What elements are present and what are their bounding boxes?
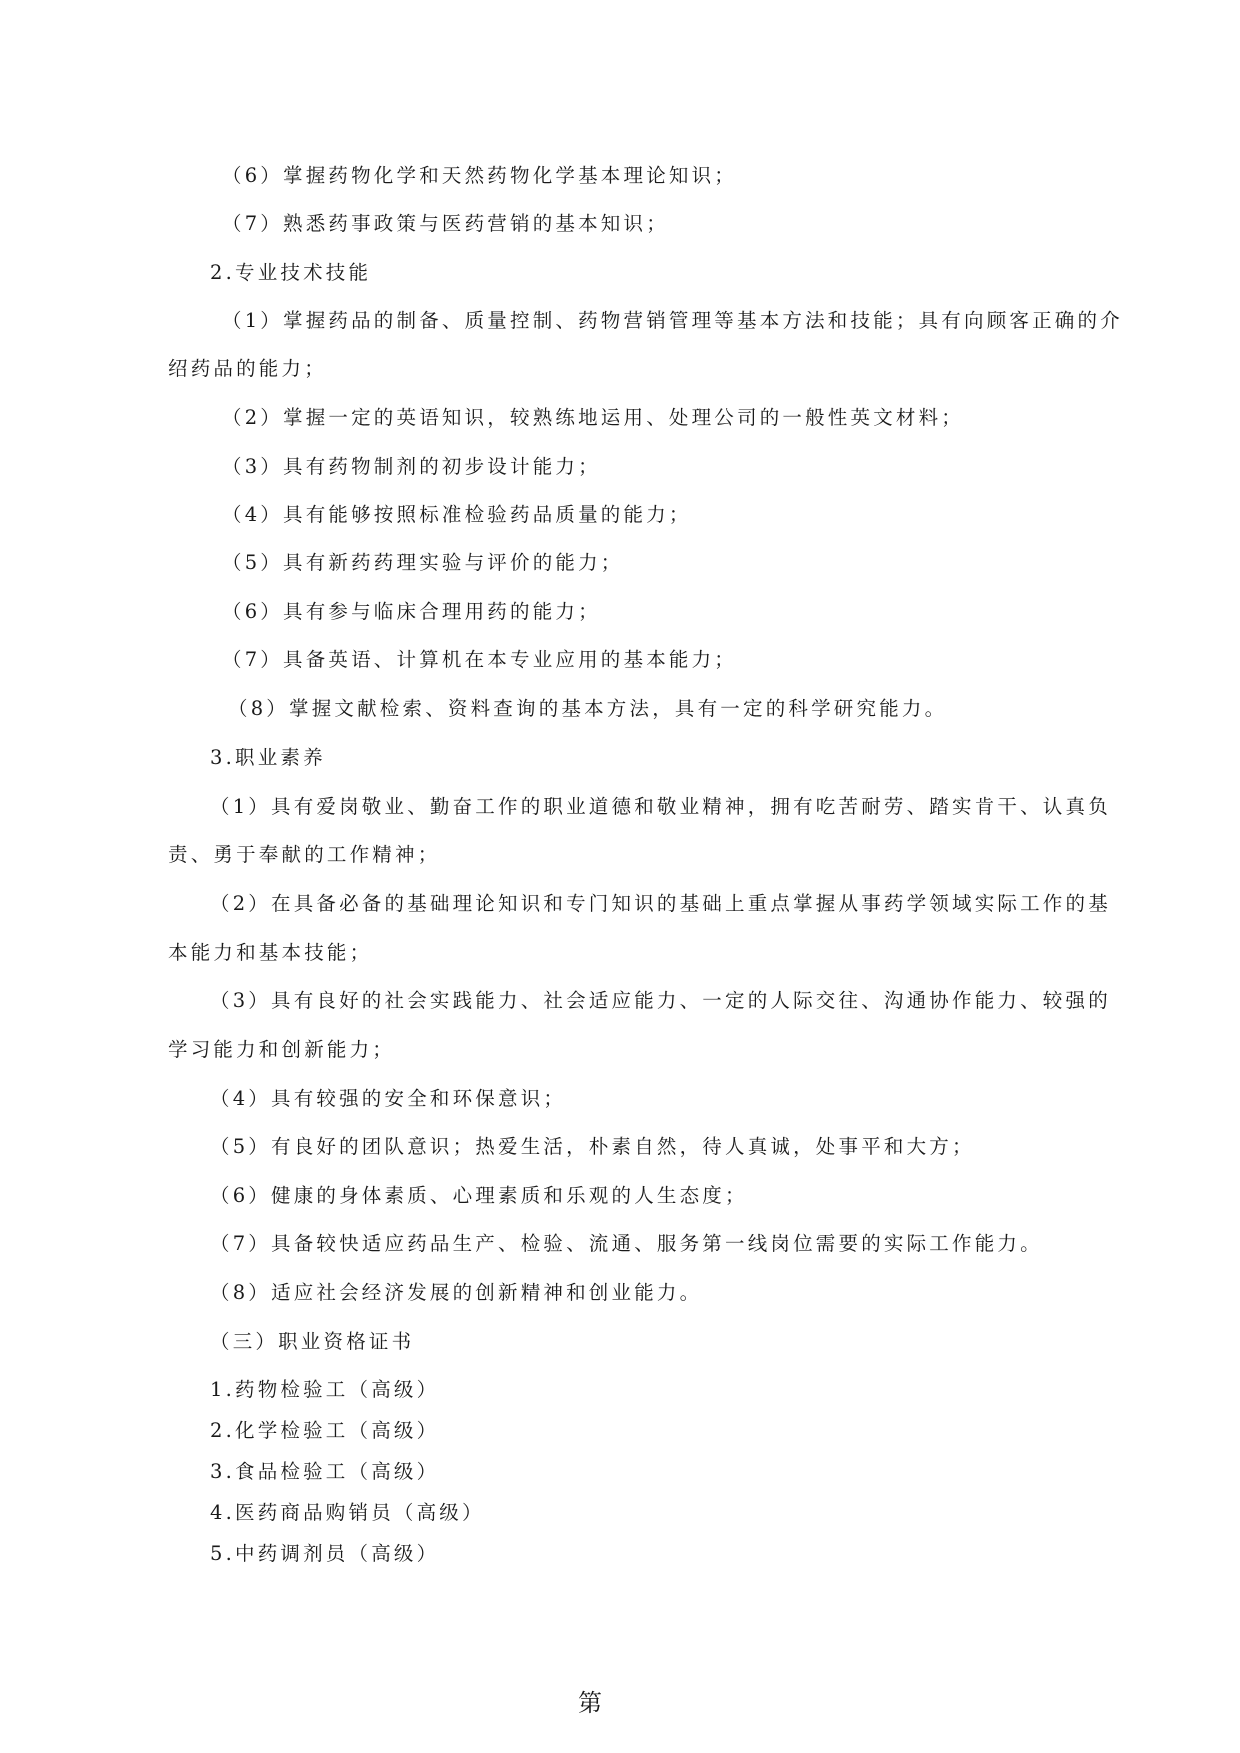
section-heading: （三）职业资格证书 <box>210 1330 415 1353</box>
text-line: （4）具有较强的安全和环保意识； <box>210 1087 567 1110</box>
list-item: 3.食品检验工（高级） <box>210 1460 440 1483</box>
text-line: （2）在具备必备的基础理论知识和专门知识的基础上重点掌握从事药学领域实际工作的基 <box>210 892 1111 915</box>
text-line: （7）熟悉药事政策与医药营销的基本知识； <box>222 212 669 235</box>
text-line: （8）掌握文献检索、资料查询的基本方法，具有一定的科学研究能力。 <box>228 697 948 720</box>
section-heading: 2.专业技术技能 <box>210 261 372 284</box>
text-line: 责、勇于奉献的工作精神； <box>168 843 441 866</box>
page-footer: 第 <box>578 1689 602 1717</box>
text-line: （1）掌握药品的制备、质量控制、药物营销管理等基本方法和技能；具有向顾客正确的介 <box>222 309 1123 332</box>
text-line: 本能力和基本技能； <box>168 941 373 964</box>
text-line: （8）适应社会经济发展的创新精神和创业能力。 <box>210 1281 703 1304</box>
text-line: 学习能力和创新能力； <box>168 1038 396 1061</box>
text-line: （6）具有参与临床合理用药的能力； <box>222 600 601 623</box>
text-line: （2）掌握一定的英语知识，较熟练地运用、处理公司的一般性英文材料； <box>222 406 965 429</box>
text-line: （6）掌握药物化学和天然药物化学基本理论知识； <box>222 164 738 187</box>
text-line: （1）具有爱岗敬业、勤奋工作的职业道德和敬业精神，拥有吃苦耐劳、踏实肯干、认真负 <box>210 795 1111 818</box>
section-heading: 3.职业素养 <box>210 746 326 769</box>
list-item: 2.化学检验工（高级） <box>210 1419 440 1442</box>
text-line: （3）具有良好的社会实践能力、社会适应能力、一定的人际交往、沟通协作能力、较强的 <box>210 989 1111 1012</box>
text-line: （6）健康的身体素质、心理素质和乐观的人生态度； <box>210 1184 748 1207</box>
text-line: （3）具有药物制剂的初步设计能力； <box>222 455 601 478</box>
list-item: 4.医药商品购销员（高级） <box>210 1501 485 1524</box>
text-line: （4）具有能够按照标准检验药品质量的能力； <box>222 503 692 526</box>
text-line: （7）具备英语、计算机在本专业应用的基本能力； <box>222 648 738 671</box>
list-item: 1.药物检验工（高级） <box>210 1378 440 1401</box>
list-item: 5.中药调剂员（高级） <box>210 1542 440 1565</box>
text-line: （5）有良好的团队意识；热爱生活，朴素自然，待人真诚，处事平和大方； <box>210 1135 975 1158</box>
text-line: 绍药品的能力； <box>168 357 327 380</box>
text-line: （7）具备较快适应药品生产、检验、流通、服务第一线岗位需要的实际工作能力。 <box>210 1232 1043 1255</box>
text-line: （5）具有新药药理实验与评价的能力； <box>222 551 624 574</box>
